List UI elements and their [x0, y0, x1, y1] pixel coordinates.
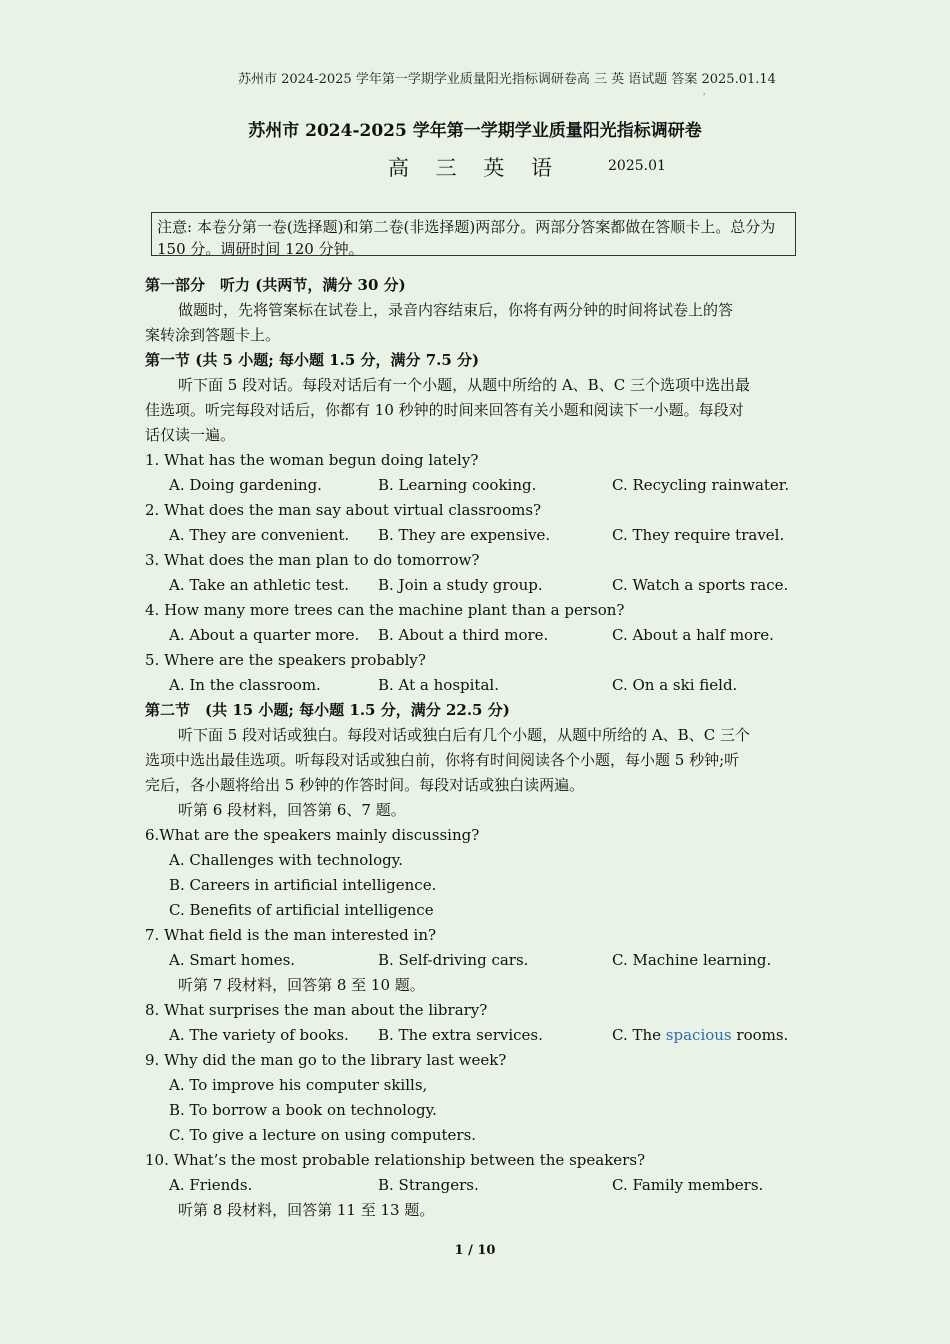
option-a: A. The variety of books. [169, 1026, 349, 1044]
question-stem: 5. Where are the speakers probably? [145, 651, 426, 669]
option-c: C. On a ski field. [612, 676, 738, 694]
option-row [145, 1098, 810, 1123]
option-row [145, 848, 810, 873]
material-note: 听第 6 段材料，回答第 6、7 题。 [178, 801, 406, 819]
question-stem: 6.What are the speakers mainly discussing? [145, 826, 480, 844]
option-c: C. Family members. [612, 1176, 764, 1194]
option-b: B. Self-driving cars. [378, 951, 529, 969]
section1-instruction-line: 话仅读一遍。 [145, 426, 236, 444]
option-a: A. Smart homes. [169, 951, 296, 969]
option-b: B. The extra services. [378, 1026, 543, 1044]
header-dot: ' [703, 92, 706, 101]
option-b: B. Careers in artificial intelligence. [169, 876, 437, 894]
page-number: 1 / 10 [454, 1243, 496, 1258]
option-row [145, 948, 810, 973]
running-header: 苏州市 2024-2025 学年第一学期学业质量阳光指标调研卷高 三 英 语试题 答案 2025.01.14 [238, 72, 776, 87]
option-row [145, 898, 810, 923]
material-note: 听第 7 段材料，回答第 8 至 10 题。 [178, 976, 425, 994]
option-b: B. Join a study group. [378, 576, 543, 594]
part1-heading: 第一部分 听力 (共两节，满分 30 分) [145, 276, 406, 294]
option-row [145, 673, 810, 698]
option-b: B. Learning cooking. [378, 476, 537, 494]
question-stem: 10. What’s the most probable relationship between the speakers? [145, 1151, 646, 1169]
question-stem: 1. What has the woman begun doing lately? [145, 451, 479, 469]
option-a: A. They are convenient. [169, 526, 350, 544]
option-row [145, 1173, 810, 1198]
option-b: B. At a hospital. [378, 676, 499, 694]
exam-body [145, 273, 810, 1223]
option-a: A. About a quarter more. [169, 626, 360, 644]
question-stem: 9. Why did the man go to the library last week? [145, 1051, 507, 1069]
page-title: 苏州市 2024-2025 学年第一学期学业质量阳光指标调研卷 [248, 121, 702, 141]
exam-date: 2025.01 [608, 158, 666, 174]
option-c: C. To give a lecture on using computers. [169, 1126, 477, 1144]
option-b: B. To borrow a book on technology. [169, 1101, 437, 1119]
option-row [145, 1023, 810, 1048]
question-stem: 3. What does the man plan to do tomorrow? [145, 551, 480, 569]
option-a: A. Doing gardening. [169, 476, 322, 494]
section2-heading: 第二节 (共 15 小题; 每小题 1.5 分，满分 22.5 分) [145, 701, 510, 719]
section1-instruction-line: 听下面 5 段对话。每段对话后有一个小题，从题中所给的 A、B、C 三个选项中选出最 [178, 376, 750, 394]
option-c-prefix: C. The [612, 1026, 666, 1044]
part1-intro-line: 做题时，先将管案标在试卷上，录音内容结束后，你将有两分钟的时间将试卷上的答 [178, 301, 734, 319]
question-stem: 8. What surprises the man about the library? [145, 1001, 488, 1019]
option-row [145, 473, 810, 498]
option-row [145, 873, 810, 898]
option-row [145, 1073, 810, 1098]
option-row [145, 623, 810, 648]
option-c: C. Benefits of artificial intelligence [169, 901, 434, 919]
option-c: C. They require travel. [612, 526, 785, 544]
option-b: B. About a third more. [378, 626, 549, 644]
option-c-suffix: rooms. [731, 1026, 789, 1044]
option-a: A. To improve his computer skills, [169, 1076, 428, 1094]
option-row [145, 523, 810, 548]
section2-instruction-line: 选项中选出最佳选项。听每段对话或独白前，你将有时间阅读各个小题，每小题 5 秒钟;听 [145, 751, 740, 769]
option-c [612, 1023, 788, 1048]
part1-intro-line: 案转涂到答题卡上。 [145, 326, 281, 344]
option-row [145, 573, 810, 598]
option-c: C. Machine learning. [612, 951, 772, 969]
option-c: C. Watch a sports race. [612, 576, 789, 594]
question-stem: 4. How many more trees can the machine plant than a person? [145, 601, 625, 619]
highlighted-word[interactable]: spacious [665, 1026, 732, 1044]
section1-instruction-line: 佳选项。听完每段对话后，你都有 10 秒钟的时间来回答有关小题和阅读下一小题。每段对 [145, 401, 744, 419]
option-c: C. Recycling rainwater. [612, 476, 790, 494]
option-a: A. In the classroom. [169, 676, 321, 694]
option-a: A. Challenges with technology. [169, 851, 403, 869]
notice-box: 注意: 本卷分第一卷(选择题)和第二卷(非选择题)两部分。两部分答案都做在答顺卡上。总分为 150 分。调研时间 120 分钟。 [151, 212, 796, 256]
option-c: C. About a half more. [612, 626, 774, 644]
option-row [145, 1123, 810, 1148]
question-stem: 2. What does the man say about virtual classrooms? [145, 501, 542, 519]
option-b: B. They are expensive. [378, 526, 551, 544]
section2-instruction-line: 听下面 5 段对话或独白。每段对话或独白后有几个小题，从题中所给的 A、B、C 三个 [178, 726, 750, 744]
option-a: A. Friends. [169, 1176, 253, 1194]
option-b: B. Strangers. [378, 1176, 479, 1194]
section1-heading: 第一节 (共 5 小题; 每小题 1.5 分，满分 7.5 分) [145, 351, 480, 369]
page-subtitle: 高 三 英 语 [388, 156, 563, 180]
material-note: 听第 8 段材料，回答第 11 至 13 题。 [178, 1201, 435, 1219]
question-stem: 7. What field is the man interested in? [145, 926, 437, 944]
option-a: A. Take an athletic test. [169, 576, 349, 594]
section2-instruction-line: 完后，各小题将给出 5 秒钟的作答时间。每段对话或独白读两遍。 [145, 776, 585, 794]
